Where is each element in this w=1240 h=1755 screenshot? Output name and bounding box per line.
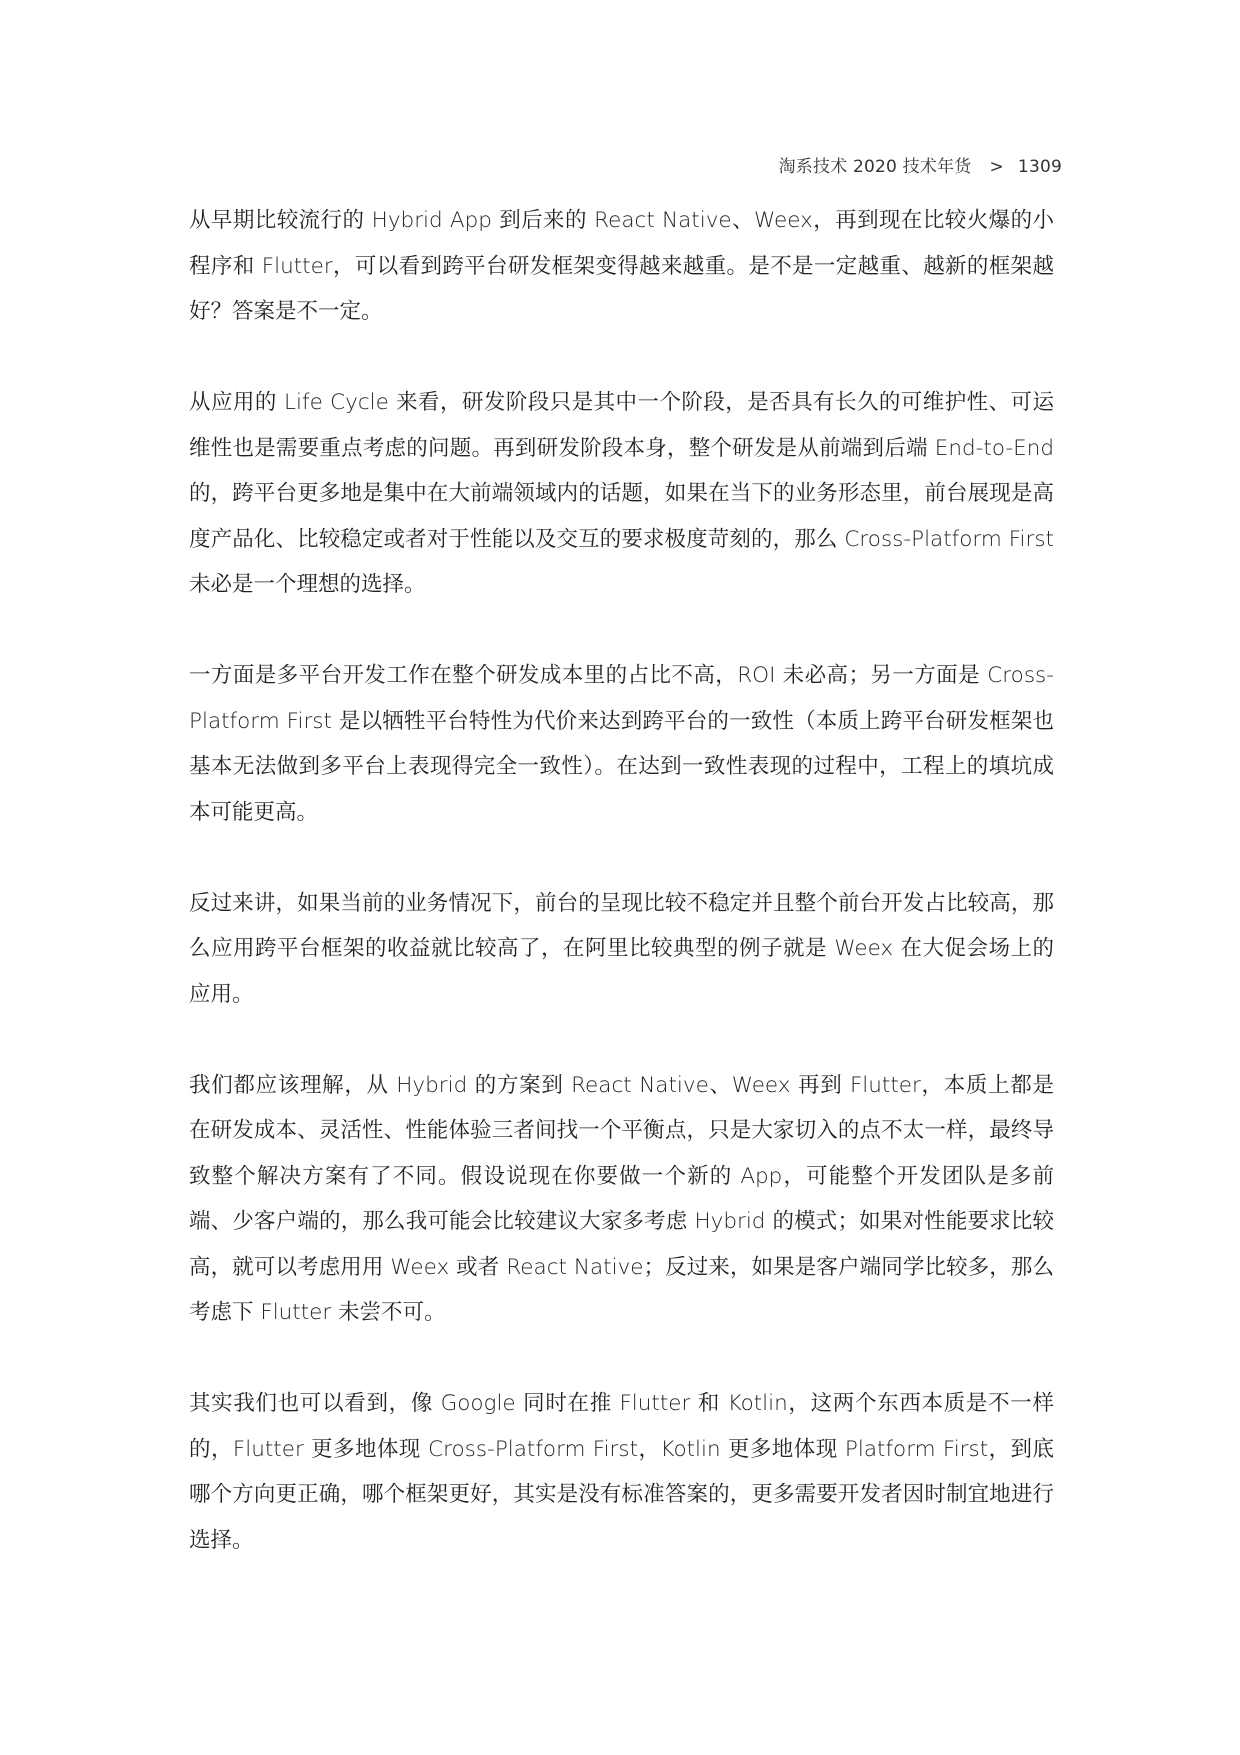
page-header <box>779 152 1062 177</box>
paragraph: 其实我们也可以看到，像 Google 同时在推 Flutter 和 Kotlin，这两个东西本质是不一样的，Flutter 更多地体现 Cross-Platform First，Kotlin 更多地体现 Platform First，到底哪个方向更正确，哪个框架更好，其实是没有标准答案的，更多需要开发者因时制宜地进行选择。 <box>189 1391 1054 1553</box>
header-separator: > <box>989 157 1004 177</box>
paragraph: 从应用的 Life Cycle 来看，研发阶段只是其中一个阶段，是否具有长久的可维护性、可运维性也是需要重点考虑的问题。再到研发阶段本身，整个研发是从前端到后端 End-to-End 的，跨平台更多地是集中在大前端领域内的话题，如果在当下的业务形态里，前台展现是高度产品化、比较稳定或者对于性能以及交互的要求极度苛刻的，那么 Cross-Platform First 未必是一个理想的选择。 <box>189 390 1054 597</box>
paragraph: 我们都应该理解，从 Hybrid 的方案到 React Native、Weex 再到 Flutter，本质上都是在研发成本、灵活性、性能体验三者间找一个平衡点，只是大家切入的点不太一样，最终导致整个解决方案有了不同。假设说现在你要做一个新的 App，可能整个开发团队是多前端、少客户端的，那么我可能会比较建议大家多考虑 Hybrid 的模式；如果对性能要求比较高，就可以考虑用用 Weex 或者 React Native；反过来，如果是客户端同学比较多，那么考虑下 Flutter 未尝不可。 <box>189 1072 1054 1325</box>
paragraph: 反过来讲，如果当前的业务情况下，前台的呈现比较不稳定并且整个前台开发占比较高，那么应用跨平台框架的收益就比较高了，在阿里比较典型的例子就是 Weex 在大促会场上的应用。 <box>189 890 1054 1007</box>
paragraph: 一方面是多平台开发工作在整个研发成本里的占比不高，ROI 未必高；另一方面是 Cross-Platform First 是以牺牲平台特性为代价来达到跨平台的一致性（本质上跨平台研发框架也基本无法做到多平台上表现得完全一致性）。在达到一致性表现的过程中，工程上的填坑成本可能更高。 <box>189 663 1054 825</box>
header-title: 淘系技术 2020 技术年货 <box>778 157 972 177</box>
article-body <box>189 198 1054 1563</box>
paragraph: 从早期比较流行的 Hybrid App 到后来的 React Native、Weex，再到现在比较火爆的小程序和 Flutter，可以看到跨平台研发框架变得越来越重。是不是一定越重、越新的框架越好？答案是不一定。 <box>189 208 1054 324</box>
page-number: 1309 <box>1017 157 1062 177</box>
